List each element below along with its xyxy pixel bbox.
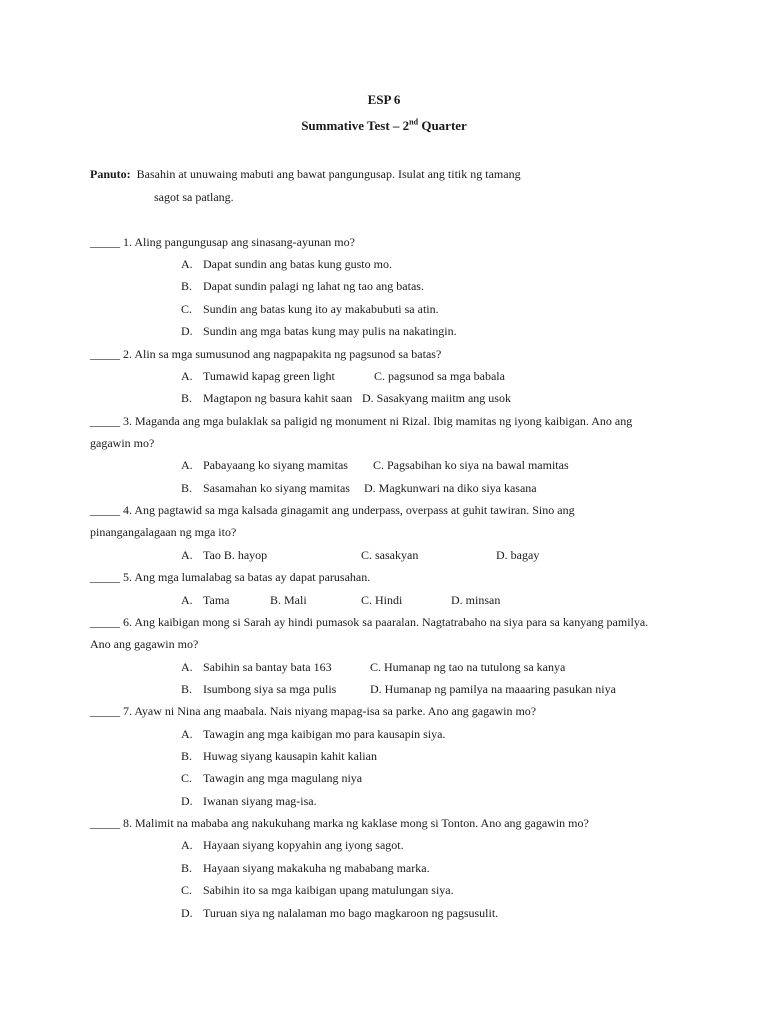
instructions-text-1: Basahin at unuwaing mabuti ang bawat pangungusap. Isulat ang titik ng tamang bbox=[136, 167, 521, 181]
letter-a: A. bbox=[181, 838, 193, 852]
option-text: Dapat sundin palagi ng lahat ng tao ang batas. bbox=[203, 279, 424, 293]
question-2-stem: _____ 2. Alin sa mga sumusunod ang nagpapakita ng pagsunod sa batas? bbox=[90, 347, 442, 361]
question-7-option-d bbox=[181, 794, 317, 809]
option-text: Magtapon ng basura kahit saan bbox=[203, 391, 353, 405]
question-8-option-c bbox=[181, 883, 454, 898]
letter-c: C. bbox=[181, 302, 193, 316]
question-3-stem-line1: _____ 3. Maganda ang mga bulaklak sa paligid ng monument ni Rizal. Ibig mamitas ng iyong kaibigan. Ano ang bbox=[90, 414, 633, 428]
option-text: Sundin ang batas kung ito ay makabubuti sa atin. bbox=[203, 302, 439, 316]
letter-b: B. bbox=[181, 481, 193, 495]
test-title-sup: nd bbox=[409, 117, 419, 127]
instructions-label: Panuto: bbox=[90, 167, 131, 181]
option-text: Sabihin ito sa mga kaibigan upang matulungan siya. bbox=[203, 883, 454, 897]
letter-a: A. bbox=[181, 727, 193, 741]
test-title-main: Summative Test – 2 bbox=[301, 118, 410, 133]
test-title bbox=[0, 118, 768, 134]
question-3-option-d: D. Magkunwari na diko siya kasana bbox=[364, 481, 537, 495]
letter-b: B. bbox=[181, 749, 193, 763]
question-1-option-b bbox=[181, 279, 424, 294]
letter-c: C. bbox=[181, 771, 193, 785]
letter-b: B. bbox=[181, 279, 193, 293]
letter-a: A. bbox=[181, 593, 193, 607]
question-4-stem-line1: _____ 4. Ang pagtawid sa mga kalsada ginagamit ang underpass, overpass at guhit tawiran. Sino ang bbox=[90, 503, 575, 517]
option-text: Hayaan siyang kopyahin ang iyong sagot. bbox=[203, 838, 404, 852]
option-text: Pabayaang ko siyang mamitas bbox=[203, 458, 348, 472]
letter-d: D. bbox=[181, 794, 193, 808]
question-7-option-c bbox=[181, 771, 362, 786]
option-text: Tawagin ang mga kaibigan mo para kausapin siya. bbox=[203, 727, 446, 741]
option-text: Dapat sundin ang batas kung gusto mo. bbox=[203, 257, 392, 271]
question-3-stem-line2: gagawin mo? bbox=[90, 436, 155, 450]
option-text: Huwag siyang kausapin kahit kalian bbox=[203, 749, 377, 763]
instructions-line1 bbox=[90, 167, 521, 182]
letter-b: B. bbox=[181, 861, 193, 875]
option-text: Sundin ang mga batas kung may pulis na nakatingin. bbox=[203, 324, 457, 338]
option-text: Tama bbox=[203, 593, 230, 607]
question-5-option-b: B. Mali bbox=[270, 593, 307, 607]
letter-b: B. bbox=[181, 391, 193, 405]
option-text: Sasamahan ko siyang mamitas bbox=[203, 481, 350, 495]
letter-c: C. bbox=[181, 883, 193, 897]
question-3-option-a bbox=[181, 458, 348, 473]
letter-d: D. bbox=[181, 324, 193, 338]
option-text: Hayaan siyang makakuha ng mababang marka. bbox=[203, 861, 430, 875]
question-6-option-d: D. Humanap ng pamilya na maaaring pasukan niya bbox=[370, 682, 616, 696]
option-text: Tao B. hayop bbox=[203, 548, 268, 562]
letter-d: D. bbox=[181, 906, 193, 920]
option-text: Tumawid kapag green light bbox=[203, 369, 335, 383]
test-title-end: Quarter bbox=[418, 118, 467, 133]
question-4-option-d: D. bagay bbox=[496, 548, 540, 562]
question-8-option-d bbox=[181, 906, 498, 921]
option-text: Iwanan siyang mag-isa. bbox=[203, 794, 317, 808]
question-4-stem-line2: pinangangalagaan ng mga ito? bbox=[90, 525, 237, 539]
question-1-option-a bbox=[181, 257, 392, 272]
letter-b: B. bbox=[181, 682, 193, 696]
question-8-option-a bbox=[181, 838, 404, 853]
question-6-option-b bbox=[181, 682, 336, 697]
question-6-stem-line1: _____ 6. Ang kaibigan mong si Sarah ay hindi pumasok sa paaralan. Nagtatrabaho na siya para sa kanyang pamilya. bbox=[90, 615, 649, 629]
question-5-stem: _____ 5. Ang mga lumalabag sa batas ay dapat parusahan. bbox=[90, 570, 371, 584]
option-text: Sabihin sa bantay bata 163 bbox=[203, 660, 332, 674]
letter-a: A. bbox=[181, 369, 193, 383]
question-4-option-c: C. sasakyan bbox=[361, 548, 419, 562]
question-6-option-c: C. Humanap ng tao na tutulong sa kanya bbox=[370, 660, 566, 674]
question-4-option-a bbox=[181, 548, 267, 563]
question-6-stem-line2: Ano ang gagawin mo? bbox=[90, 637, 199, 651]
question-1-option-d bbox=[181, 324, 457, 339]
question-2-option-c: C. pagsunod sa mga babala bbox=[374, 369, 505, 383]
option-text: Turuan siya ng nalalaman mo bago magkaroon ng pagsusulit. bbox=[203, 906, 499, 920]
question-3-option-b bbox=[181, 481, 350, 496]
question-6-option-a bbox=[181, 660, 332, 675]
question-8-option-b bbox=[181, 861, 430, 876]
instructions-line2: sagot sa patlang. bbox=[154, 190, 234, 204]
question-7-stem: _____ 7. Ayaw ni Nina ang maabala. Nais niyang mapag-isa sa parke. Ano ang gagawin mo? bbox=[90, 704, 537, 718]
letter-a: A. bbox=[181, 458, 193, 472]
question-2-option-a bbox=[181, 369, 335, 384]
question-2-option-d: D. Sasakyang maiitm ang usok bbox=[362, 391, 511, 405]
question-8-stem: _____ 8. Malimit na mababa ang nakukuhang marka ng kaklase mong si Tonton. Ano ang gagawin mo? bbox=[90, 816, 589, 830]
option-text: Tawagin ang mga magulang niya bbox=[203, 771, 363, 785]
question-5-option-c: C. Hindi bbox=[361, 593, 403, 607]
question-1-stem: _____ 1. Aling pangungusap ang sinasang-ayunan mo? bbox=[90, 235, 355, 249]
question-2-option-b bbox=[181, 391, 352, 406]
question-7-option-b bbox=[181, 749, 377, 764]
question-5-option-d: D. minsan bbox=[451, 593, 501, 607]
question-5-option-a bbox=[181, 593, 229, 608]
subject-title: ESP 6 bbox=[367, 92, 401, 107]
letter-a: A. bbox=[181, 257, 193, 271]
question-7-option-a bbox=[181, 727, 445, 742]
letter-a: A. bbox=[181, 548, 193, 562]
question-3-option-c: C. Pagsabihan ko siya na bawal mamitas bbox=[373, 458, 569, 472]
question-1-option-c bbox=[181, 302, 439, 317]
letter-a: A. bbox=[181, 660, 193, 674]
option-text: Isumbong siya sa mga pulis bbox=[203, 682, 337, 696]
